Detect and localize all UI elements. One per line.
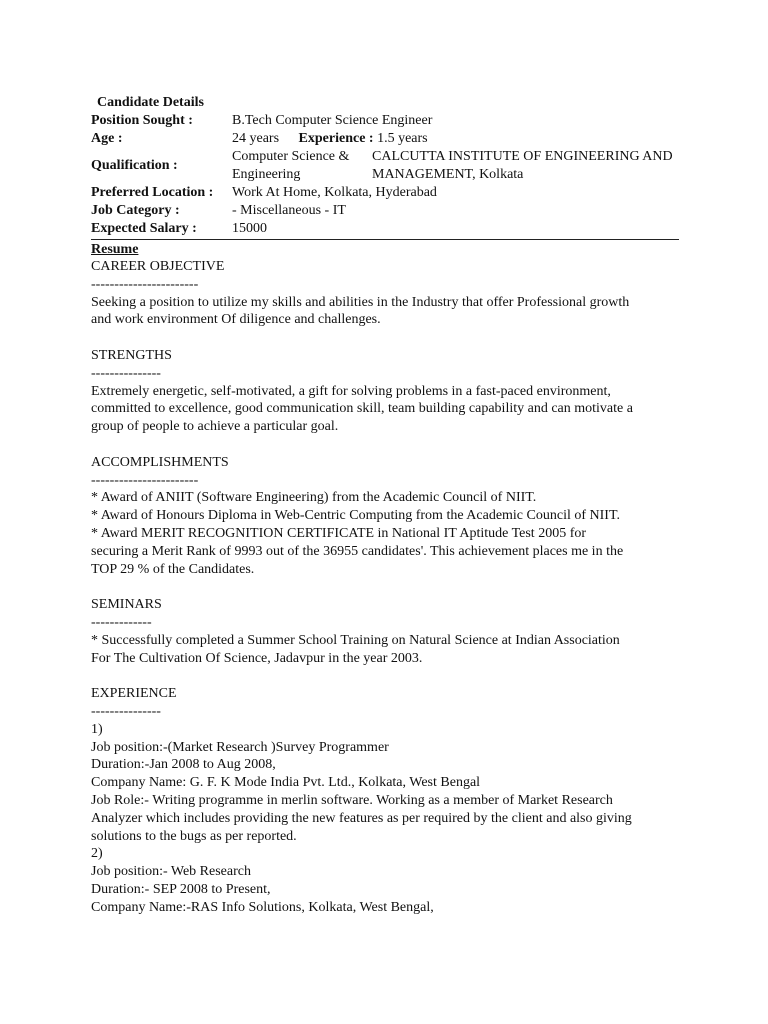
qualification-institute: CALCUTTA INSTITUTE OF ENGINEERING AND MANAGEMENT, Kolkata xyxy=(372,149,673,182)
qualification-label: Qualification : xyxy=(91,158,178,173)
resume-line: SEMINARS xyxy=(91,597,162,613)
resume-line: Duration:-Jan 2008 to Aug 2008, xyxy=(91,757,276,773)
salary-label: Expected Salary : xyxy=(91,221,197,236)
resume-line: TOP 29 % of the Candidates. xyxy=(91,561,255,577)
category-row xyxy=(91,202,681,220)
resume-line: Job position:-(Market Research )Survey Programmer xyxy=(91,739,389,755)
position-label: Position Sought : xyxy=(91,113,193,128)
age-row xyxy=(91,130,681,148)
position-value: B.Tech Computer Science Engineer xyxy=(232,113,433,128)
resume-line: Job Role:- Writing programme in merlin software. Working as a member of Market Research xyxy=(91,792,613,808)
resume-line: Job position:- Web Research xyxy=(91,864,251,880)
resume-line: Company Name: G. F. K Mode India Pvt. Ltd., Kolkata, West Bengal xyxy=(91,775,481,791)
experience-value: 1.5 years xyxy=(377,131,428,146)
qualification-row xyxy=(91,148,681,184)
resume-line: * Successfully completed a Summer School Training on Natural Science at Indian Association xyxy=(91,632,620,648)
candidate-details-heading: Candidate Details xyxy=(97,95,204,110)
resume-line: Extremely energetic, self-motivated, a gift for solving problems in a fast-paced environment, xyxy=(91,383,611,399)
resume-line: ------------- xyxy=(91,614,152,630)
resume-line: Analyzer which includes providing the new features as per required by the client and also giving xyxy=(91,810,632,826)
resume-line: CAREER OBJECTIVE xyxy=(91,259,225,274)
resume-line: --------------- xyxy=(91,365,161,381)
resume-line: STRENGTHS xyxy=(91,347,172,363)
resume-line: ----------------------- xyxy=(91,472,199,488)
salary-row xyxy=(91,220,681,238)
position-row xyxy=(91,112,681,130)
resume-line: group of people to achieve a particular goal. xyxy=(91,419,339,435)
resume-line: --------------- xyxy=(91,703,161,719)
qualification-degree: Computer Science & Engineering xyxy=(232,149,350,182)
resume-line: * Award of Honours Diploma in Web-Centric Computing from the Academic Council of NIIT. xyxy=(91,508,620,524)
resume-line: securing a Merit Rank of 9993 out of the 36955 candidates'. This achievement places me in the xyxy=(91,543,624,559)
resume-line: Duration:- SEP 2008 to Present, xyxy=(91,881,271,897)
resume-line: EXPERIENCE xyxy=(91,686,177,702)
age-value: 24 years xyxy=(232,131,280,146)
resume-line: Seeking a position to utilize my skills and abilities in the Industry that offer Professional growth xyxy=(91,294,630,310)
resume-line: and work environment Of diligence and challenges. xyxy=(91,312,381,328)
resume-line: Company Name:-RAS Info Solutions, Kolkata, West Bengal, xyxy=(91,899,434,915)
resume-heading: Resume xyxy=(91,242,139,257)
salary-value: 15000 xyxy=(232,221,267,236)
resume-line: committed to excellence, good communication skill, team building capability and can motivate a xyxy=(91,401,633,417)
blank-line xyxy=(91,436,681,454)
blank-line xyxy=(91,578,681,596)
divider-line xyxy=(91,239,679,240)
resume-line: ACCOMPLISHMENTS xyxy=(91,454,229,470)
age-label: Age : xyxy=(91,131,123,146)
category-value: - Miscellaneous - IT xyxy=(232,203,346,218)
resume-line: solutions to the bugs as per reported. xyxy=(91,828,297,844)
resume-line: 2) xyxy=(91,846,103,862)
blank-line xyxy=(91,667,681,685)
resume-document xyxy=(91,94,681,916)
blank-line xyxy=(91,329,681,347)
resume-line: For The Cultivation Of Science, Jadavpur in the year 2003. xyxy=(91,650,423,666)
location-value: Work At Home, Kolkata, Hyderabad xyxy=(232,185,437,200)
resume-body xyxy=(91,258,681,916)
age-experience-value xyxy=(232,130,681,148)
resume-line: * Award MERIT RECOGNITION CERTIFICATE in National IT Aptitude Test 2005 for xyxy=(91,525,587,541)
experience-label: Experience : xyxy=(298,131,374,146)
resume-line: ----------------------- xyxy=(91,276,199,292)
qualification-value xyxy=(232,148,681,184)
location-row xyxy=(91,184,681,202)
resume-line: * Award of ANIIT (Software Engineering) from the Academic Council of NIIT. xyxy=(91,490,537,506)
location-label: Preferred Location : xyxy=(91,185,214,200)
candidate-details-table xyxy=(91,112,681,238)
resume-line: 1) xyxy=(91,721,103,737)
category-label: Job Category : xyxy=(91,203,180,218)
